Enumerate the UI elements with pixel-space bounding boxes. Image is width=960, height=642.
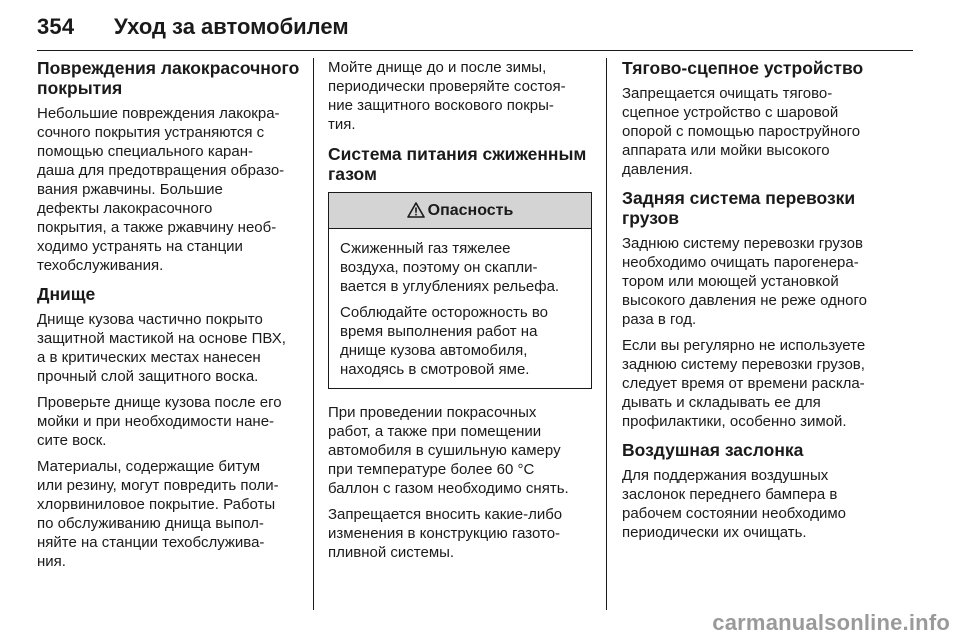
watermark: carmanualsonline.info bbox=[712, 610, 950, 635]
section-towbar bbox=[622, 58, 912, 179]
warning-title: Опасность bbox=[427, 202, 514, 219]
paragraph: Материалы, содержащие битум или резину, могут повредить поли- хлорвиниловое покрытие. Работы по обслуживанию днища выпол- няйте на станции техобслужива- ния. bbox=[37, 458, 279, 570]
section-air-shutter bbox=[622, 440, 912, 542]
section-underbody bbox=[37, 284, 305, 571]
page-header bbox=[37, 10, 913, 51]
section-heading: Задняя система перевозки грузов bbox=[622, 188, 856, 228]
paragraph: Запрещается очищать тягово- сцепное устройство с шаровой опорой с помощью пароструйного аппарата или мойки высокого давления. bbox=[622, 85, 861, 178]
section-rear-carrier bbox=[622, 188, 912, 431]
page-number: 354 bbox=[37, 14, 75, 39]
warning-header bbox=[329, 193, 591, 229]
section-heading: Система питания сжиженным газом bbox=[328, 144, 587, 184]
section-heading: Воздушная заслонка bbox=[622, 440, 804, 460]
column-1 bbox=[37, 58, 305, 580]
warning-body bbox=[329, 229, 591, 388]
paragraph: Если вы регулярно не используете заднюю систему перевозки грузов, следует время от времени раскла- дывать и складывать ее для профилактики, особенно зимой. bbox=[622, 337, 866, 430]
section-paint-damage bbox=[37, 58, 305, 275]
chapter-title: Уход за автомобилем bbox=[114, 14, 349, 39]
paragraph: Небольшие повреждения лакокра- сочного покрытия устраняются с помощью специального каран- даша для предотвращения образо- вания ржавчины. Большие дефекты лакокрасочного покрытия, а также ржавчину необ- ходимо устранять на станции техобслуживания. bbox=[37, 105, 285, 274]
section-heading: Тягово-сцепное устройство bbox=[622, 58, 864, 78]
paragraph: Проверьте днище кузова после его мойки и при необходимости нане- сите воск. bbox=[37, 394, 282, 449]
section-heading: Повреждения лакокрасочного покрытия bbox=[37, 58, 300, 98]
paragraph: Сжиженный газ тяжелее воздуха, поэтому он скапли- вается в углублениях рельефа. bbox=[340, 240, 560, 295]
paragraph: Для поддержания воздушных заслонок переднего бампера в рабочем состоянии необходимо периодически их очищать. bbox=[622, 467, 847, 541]
paragraph: Днище кузова частично покрыто защитной мастикой на основе ПВХ, а в критических местах нанесен прочный слой защитного воска. bbox=[37, 311, 286, 385]
warning-box bbox=[328, 192, 592, 389]
paragraph: При проведении покрасочных работ, а также при помещении автомобиля в сушильную камеру при температуре более 60 °C баллон с газом необходимо снять. bbox=[328, 404, 569, 497]
column-divider bbox=[606, 58, 607, 610]
section-heading: Днище bbox=[37, 284, 96, 304]
column-divider bbox=[313, 58, 314, 610]
column-2 bbox=[328, 58, 592, 569]
paragraph: Соблюдайте осторожность во время выполнения работ на днище кузова автомобиля, находясь в смотровой яме. bbox=[340, 304, 549, 378]
paragraph: Запрещается вносить какие-либо изменения в конструкцию газото- пливной системы. bbox=[328, 506, 563, 561]
paragraph: Заднюю систему перевозки грузов необходимо очищать парогенера- тором или моющей установкой высокого давления не реже одного раза в год. bbox=[622, 235, 867, 328]
paragraph: Мойте днище до и после зимы, периодически проверяйте состоя- ние защитного воскового покры- тия. bbox=[328, 59, 566, 133]
column-3 bbox=[622, 58, 912, 551]
warning-triangle-icon bbox=[407, 196, 425, 231]
